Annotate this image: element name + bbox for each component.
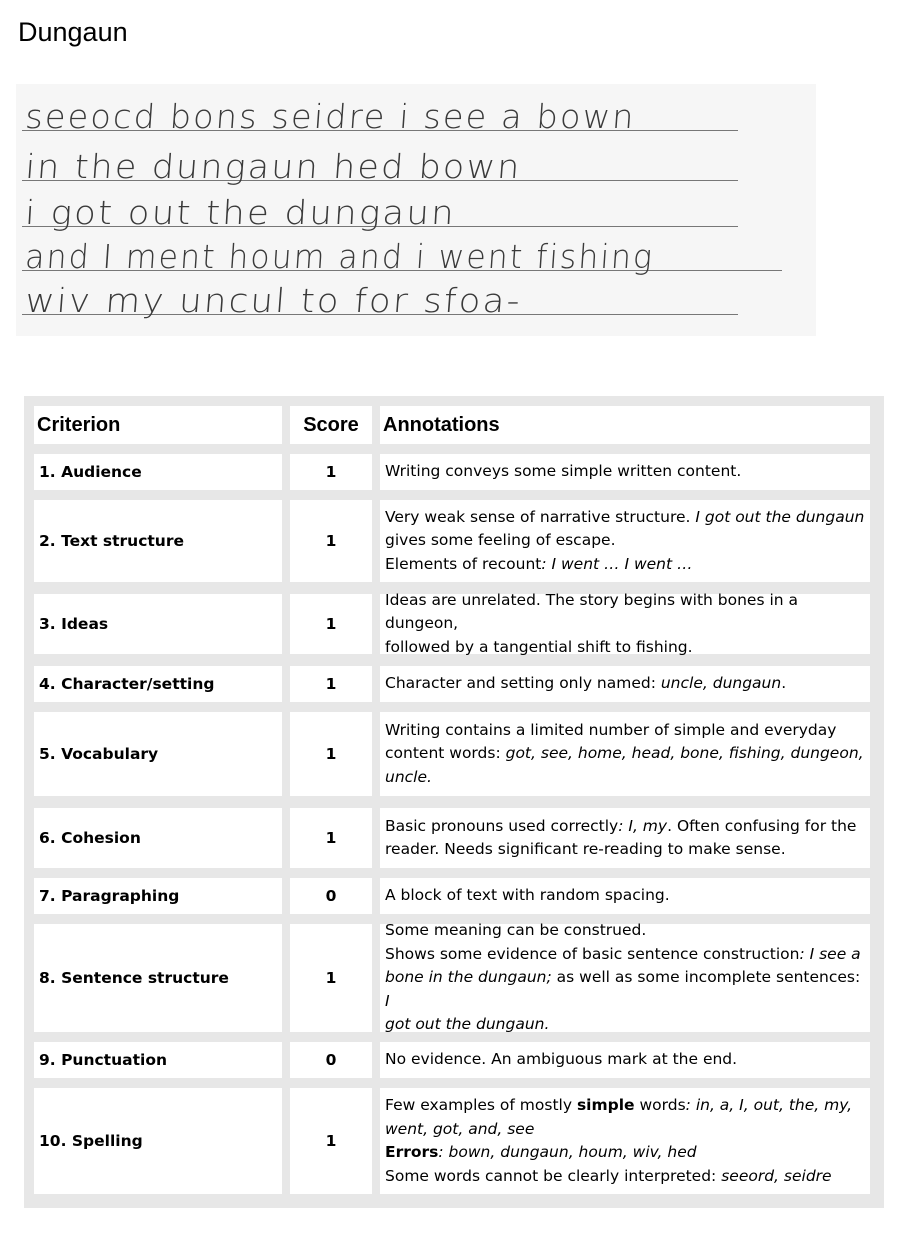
annotation-cell [380,712,870,796]
annotation-segment: Some meaning can be construed. [385,921,647,940]
annotation-segment: seeord, seidre [721,1166,832,1185]
annotation-line [385,672,786,696]
annotation-line [385,589,866,636]
annotation-line [385,766,864,790]
annotation-segment: followed by a tangential shift to fishing. [385,637,693,656]
criterion-cell: 9. Punctuation [34,1042,282,1078]
handwriting-line-text: seeocd bons seidre i see a bown [24,97,637,136]
annotation-segment: : in, a, I, out, the, my, [685,1096,853,1114]
column-header-annotations: Annotations [380,406,870,444]
annotation-segment: Very weak sense of narrative structure. [385,507,696,526]
annotation-segment: Writing contains a limited number of simple and everyday [385,720,837,739]
criterion-cell: 10. Spelling [34,1088,282,1194]
annotation-line [385,1165,852,1189]
annotation-line [385,1013,866,1037]
annotation-cell [380,1042,870,1078]
annotation-segment: as well as some incomplete sentences: [551,968,861,987]
annotation-line [385,460,741,484]
handwriting-line [22,134,738,186]
handwriting-line-text: i got out the dungaun [24,193,458,232]
annotation-line [385,636,866,660]
table-row [24,878,884,914]
annotation-segment: uncle, dungaun [660,674,782,693]
annotation-segment: No evidence. An ambiguous mark at the end. [385,1050,738,1069]
criterion-cell: 4. Character/setting [34,666,282,702]
annotation-segment: . [781,674,787,693]
annotation-line [385,838,856,862]
handwriting-line [22,84,738,136]
annotation-segment: Ideas are unrelated. The story begins with bones in a dungeon, [385,590,799,633]
annotation-line [385,529,864,553]
annotation-line [385,719,864,743]
annotation-segment: Shows some evidence of basic sentence construction [385,944,800,963]
column-header-criterion: Criterion [34,406,282,444]
criterion-cell: 8. Sentence structure [34,924,282,1032]
annotation-segment: gives some feeling of escape. [385,531,616,550]
score-cell: 1 [290,594,372,654]
annotation-line [385,815,856,839]
annotation-cell [380,500,870,582]
annotation-segment: got out the dungaun. [385,1015,550,1034]
table-row [24,666,884,702]
annotation-segment: Few examples of mostly [385,1096,577,1114]
annotation-line [385,943,866,967]
handwriting-line [22,180,738,232]
table-row [24,454,884,490]
score-cell: 1 [290,1088,372,1194]
table-row [24,808,884,868]
annotation-segment: A block of text with random spacing. [385,886,670,905]
annotation-line [385,742,864,766]
annotation-line [385,553,864,577]
handwriting-line [22,268,738,320]
page-title: Dungaun [18,17,128,47]
annotation-segment: uncle. [385,767,432,786]
annotation-line [385,1048,737,1072]
table-header-row [24,406,884,444]
criterion-cell: 2. Text structure [34,500,282,582]
annotation-segment: reader. Needs significant re-reading to make sense. [385,840,786,858]
table-row [24,712,884,796]
handwriting-sample [16,84,816,336]
annotation-cell [380,1088,870,1194]
annotation-line [385,919,866,943]
score-cell: 1 [290,454,372,490]
annotation-segment: Some words cannot be clearly interpreted: [385,1166,722,1185]
handwriting-line-text: and I ment houm and i went fishing [24,237,656,276]
annotation-segment: bone in the dungaun; [385,968,552,987]
annotation-segment: content words: [385,744,506,763]
table-row [24,921,884,1034]
annotation-segment: I got out the dungaun [695,507,865,526]
annotation-segment: Errors [385,1143,439,1161]
score-cell: 1 [290,808,372,868]
score-cell: 0 [290,878,372,914]
criterion-cell: 1. Audience [34,454,282,490]
annotation-line [385,966,866,1013]
annotation-segment: Basic pronouns used correctly [385,816,619,835]
criterion-cell: 5. Vocabulary [34,712,282,796]
annotation-cell [380,666,870,702]
handwriting-line-text: in the dungaun hed bown [24,147,524,186]
criterion-cell: 3. Ideas [34,594,282,654]
annotation-segment: got, see, home, head, bone, fishing, dungeon, [505,744,864,763]
score-cell: 1 [290,712,372,796]
annotation-segment: : I went … I went … [541,554,693,573]
annotation-segment: : bown, dungaun, houm, wiv, hed [438,1143,697,1161]
table-row [24,500,884,582]
annotation-line [385,1118,852,1142]
annotation-cell [380,590,870,656]
annotation-segment: Writing conveys some simple written content. [385,462,742,481]
score-cell: 1 [290,666,372,702]
rubric-table [24,396,884,1208]
score-cell: 1 [290,500,372,582]
column-header-score: Score [290,406,372,444]
handwriting-line-text: wiv my uncul to for sfoa- [24,281,524,320]
annotation-line [385,884,670,908]
annotation-cell [380,878,870,914]
annotation-line [385,506,864,530]
handwriting-line [22,224,782,276]
annotation-segment: : I see a [799,944,861,963]
annotation-segment: I [385,991,390,1010]
score-cell: 1 [290,924,372,1032]
criterion-cell: 6. Cohesion [34,808,282,868]
criterion-cell: 7. Paragraphing [34,878,282,914]
table-row [24,1042,884,1078]
score-cell: 0 [290,1042,372,1078]
annotation-cell [380,921,870,1034]
annotation-segment: simple [576,1096,635,1114]
annotation-cell [380,454,870,490]
table-row [24,590,884,656]
annotation-segment: . Often confusing for the [667,816,857,835]
annotation-line [385,1141,852,1165]
annotation-cell [380,808,870,868]
annotation-segment: words [634,1096,686,1114]
table-row [24,1088,884,1194]
annotation-segment: Elements of recount [385,554,542,573]
annotation-segment: went, got, and, see [385,1119,535,1138]
annotation-line [385,1094,852,1118]
annotation-segment: Character and setting only named: [385,674,661,693]
annotation-segment: : I, my [618,816,668,835]
